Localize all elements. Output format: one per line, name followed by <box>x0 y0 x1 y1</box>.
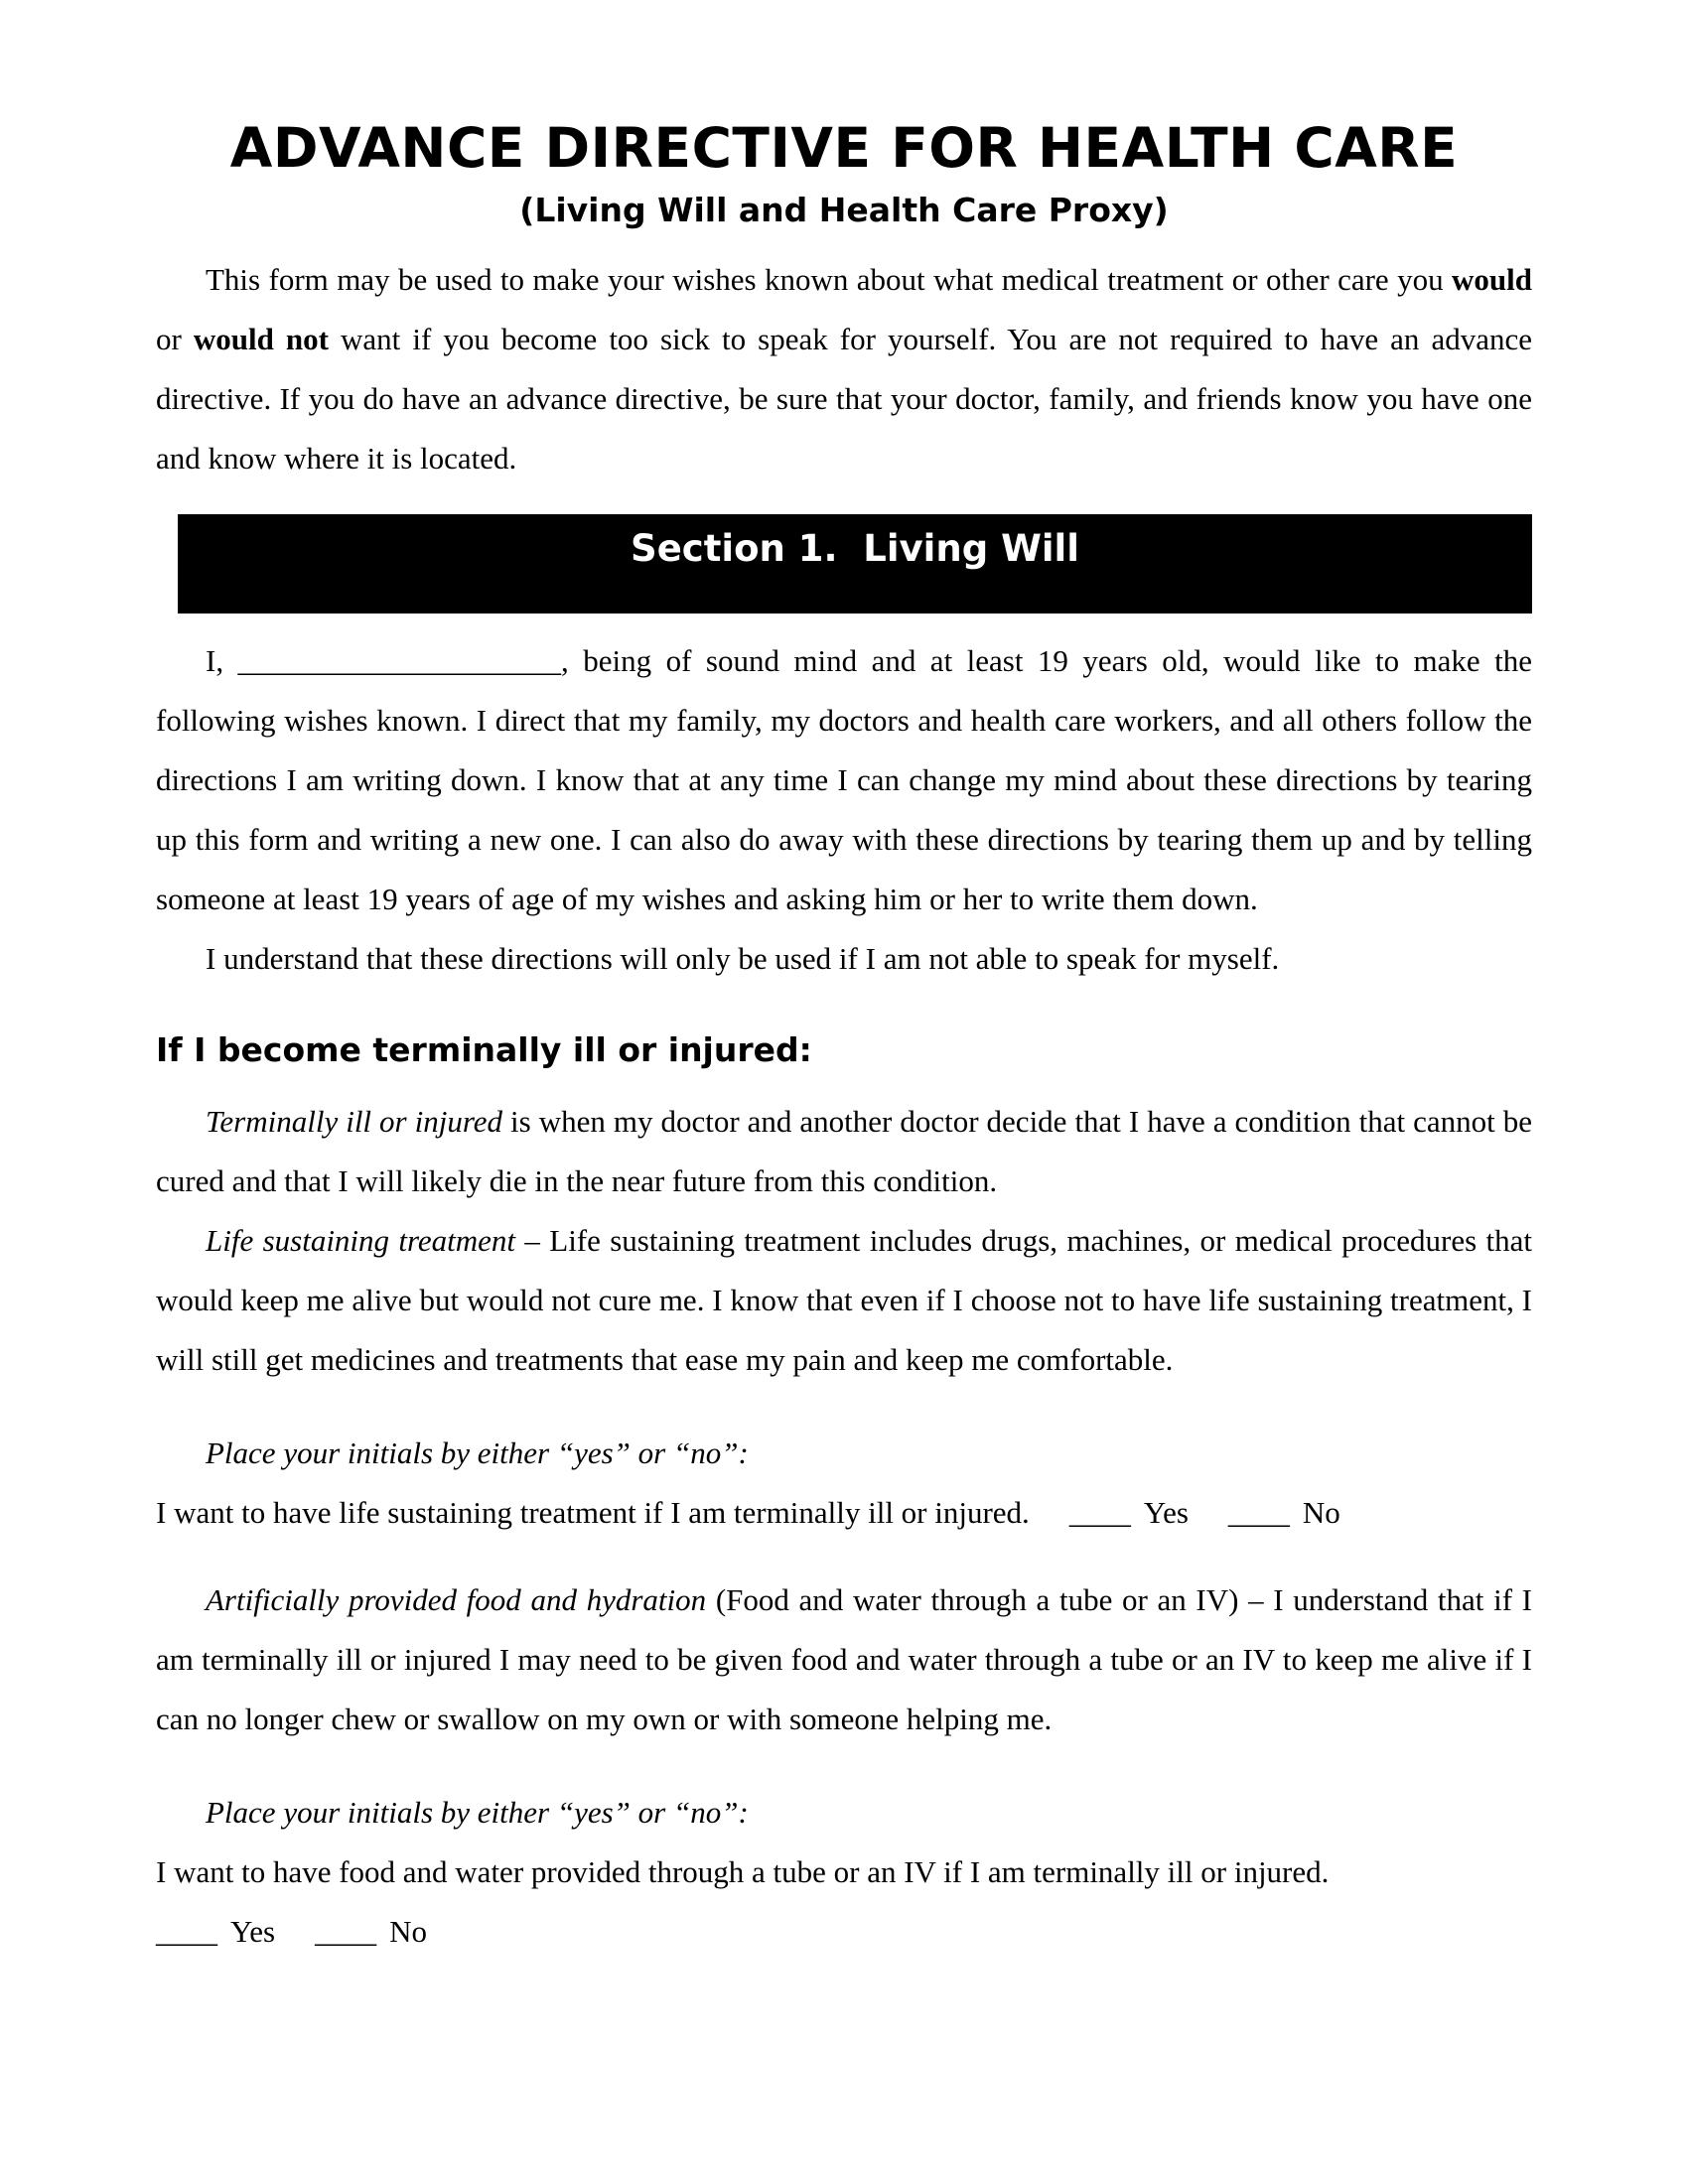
initials-prompt-1: Place your initials by either “yes” or “no”: <box>206 1435 749 1470</box>
q2-yes-label: Yes <box>230 1914 276 1949</box>
life-sustaining-lead: Life sustaining treatment <box>206 1223 516 1258</box>
section1-header-bar <box>178 514 1532 614</box>
understand-paragraph: I understand that these directions will only be used if I am not able to speak for myself. <box>206 941 1280 976</box>
food-hydration-paragraph <box>156 1570 1532 1749</box>
intro-text-3: want if you become too sick to speak for yourself. You are not required to have an advance directive. If you do have an advance directive, be sure that your doctor, family, and friends know you have one and know where it is located. <box>156 322 1533 476</box>
terminally-ill-heading: If I become terminally ill or injured: <box>156 1030 812 1069</box>
q1-no-label: No <box>1302 1495 1340 1530</box>
life-sustaining-rest: – Life sustaining treatment includes drugs, machines, or medical procedures that would keep me alive but would not cure me. I know that even if I choose not to have life sustaining treatment, I will still get medicines and treatments that ease my pain and keep me comfortable. <box>156 1223 1532 1377</box>
intro-bold-would-not: would not <box>193 322 329 356</box>
q2-yes-blank[interactable]: ____ <box>156 1914 217 1949</box>
initials-prompt-2: Place your initials by either “yes” or “no”: <box>206 1795 749 1830</box>
food-hydration-lead: Artificially provided food and hydration <box>206 1582 707 1617</box>
life-sustaining-paragraph <box>156 1211 1532 1390</box>
intro-bold-would: would <box>1452 262 1532 297</box>
q1-yes-label: Yes <box>1143 1495 1189 1530</box>
terminally-ill-lead: Terminally ill or injured <box>206 1104 503 1139</box>
q2-no-blank[interactable]: ____ <box>315 1914 377 1949</box>
document-title: ADVANCE DIRECTIVE FOR HEALTH CARE <box>229 116 1459 180</box>
section1-header-title: Section 1. Living Will <box>631 527 1079 570</box>
terminally-ill-definition-paragraph <box>156 1092 1532 1211</box>
q1-yes-blank[interactable]: ____ <box>1068 1495 1131 1530</box>
intro-text-1: This form may be used to make your wishes known about what medical treatment or other care you <box>206 262 1453 297</box>
question-2-answer-line <box>156 1902 1532 1962</box>
food-hydration-rest: (Food and water through a tube or an IV) – I understand that if I am terminally ill or injured I may need to be given food and water through a tube or an IV to keep me alive if I can no longer chew or swallow on my own or with someone helping me. <box>156 1582 1532 1736</box>
q1-no-blank[interactable]: ____ <box>1227 1495 1290 1530</box>
intro-paragraph <box>156 250 1532 488</box>
question-2-line: I want to have food and water provided through a tube or an IV if I am terminally ill or injured. <box>156 1854 1330 1889</box>
declarant-name-blank[interactable]: _____________________ <box>237 643 562 678</box>
question-1-text: I want to have life sustaining treatment if I am terminally ill or injured. <box>156 1495 1030 1530</box>
opening-text-2: , being of sound mind and at least 19 years old, would like to make the following wishes known. I direct that my family, my doctors and health care workers, and all others follow the directions I am writing down. I know that at any time I can change my mind about these directions by tearing up this form and writing a new one. I can also do away with these directions by tearing them up and by telling someone at least 19 years of age of my wishes and asking him or her to write them down. <box>156 643 1533 916</box>
q2-no-label: No <box>389 1914 427 1949</box>
question-1-line <box>156 1483 1532 1543</box>
document-subtitle: (Living Will and Health Care Proxy) <box>519 191 1169 229</box>
intro-text-2: or <box>156 322 194 356</box>
opening-text-1: I, <box>206 643 238 678</box>
terminally-ill-rest: is when my doctor and another doctor decide that I have a condition that cannot be cured and that I will likely die in the near future from this condition. <box>156 1104 1532 1198</box>
living-will-opening-paragraph <box>156 631 1532 929</box>
